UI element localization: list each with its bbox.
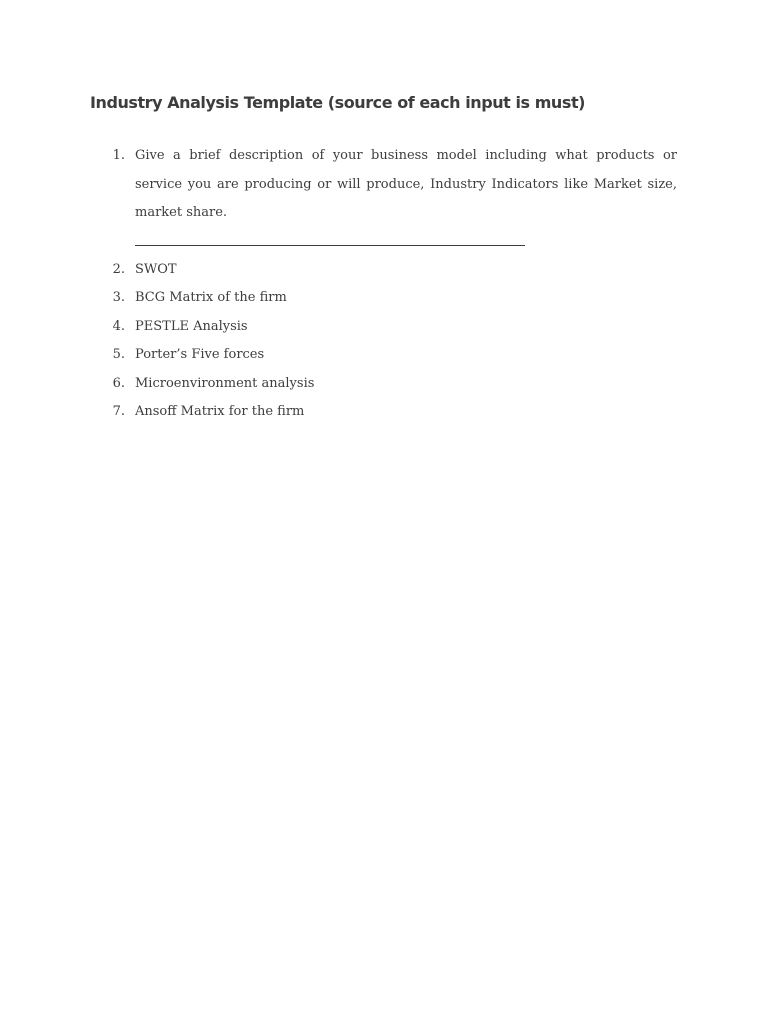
list-item-text: Microenvironment analysis <box>135 375 315 391</box>
list-item-text: BCG Matrix of the firm <box>135 290 287 305</box>
analysis-task-list <box>90 142 677 427</box>
list-item-text: SWOT <box>135 261 177 277</box>
list-item <box>90 142 677 256</box>
list-item <box>90 256 677 285</box>
list-item-number: 3. <box>112 290 125 305</box>
list-item-number: 7. <box>112 404 125 419</box>
document-title: Industry Analysis Template (source of each input is must) <box>90 93 585 112</box>
list-item-text: Ansoff Matrix for the firm <box>135 404 305 419</box>
list-item <box>90 341 677 370</box>
list-item <box>90 370 677 399</box>
list-item <box>90 284 677 313</box>
answer-line <box>135 228 525 256</box>
list-item-body <box>135 142 677 256</box>
list-item-text: Porter’s Five forces <box>135 347 265 362</box>
list-item-number: 4. <box>112 318 125 334</box>
list-item <box>90 313 677 342</box>
list-item-number: 1. <box>112 148 125 163</box>
list-item-number: 6. <box>112 375 125 391</box>
list-item-text: Give a brief description of your business model including what products or service you are producing or will produce, Industry Indicators like Market size, market share. <box>135 148 677 220</box>
list-item-text: PESTLE Analysis <box>135 318 248 334</box>
list-item-number: 2. <box>112 261 125 277</box>
list-item <box>90 398 677 427</box>
list-item-number: 5. <box>112 347 125 362</box>
